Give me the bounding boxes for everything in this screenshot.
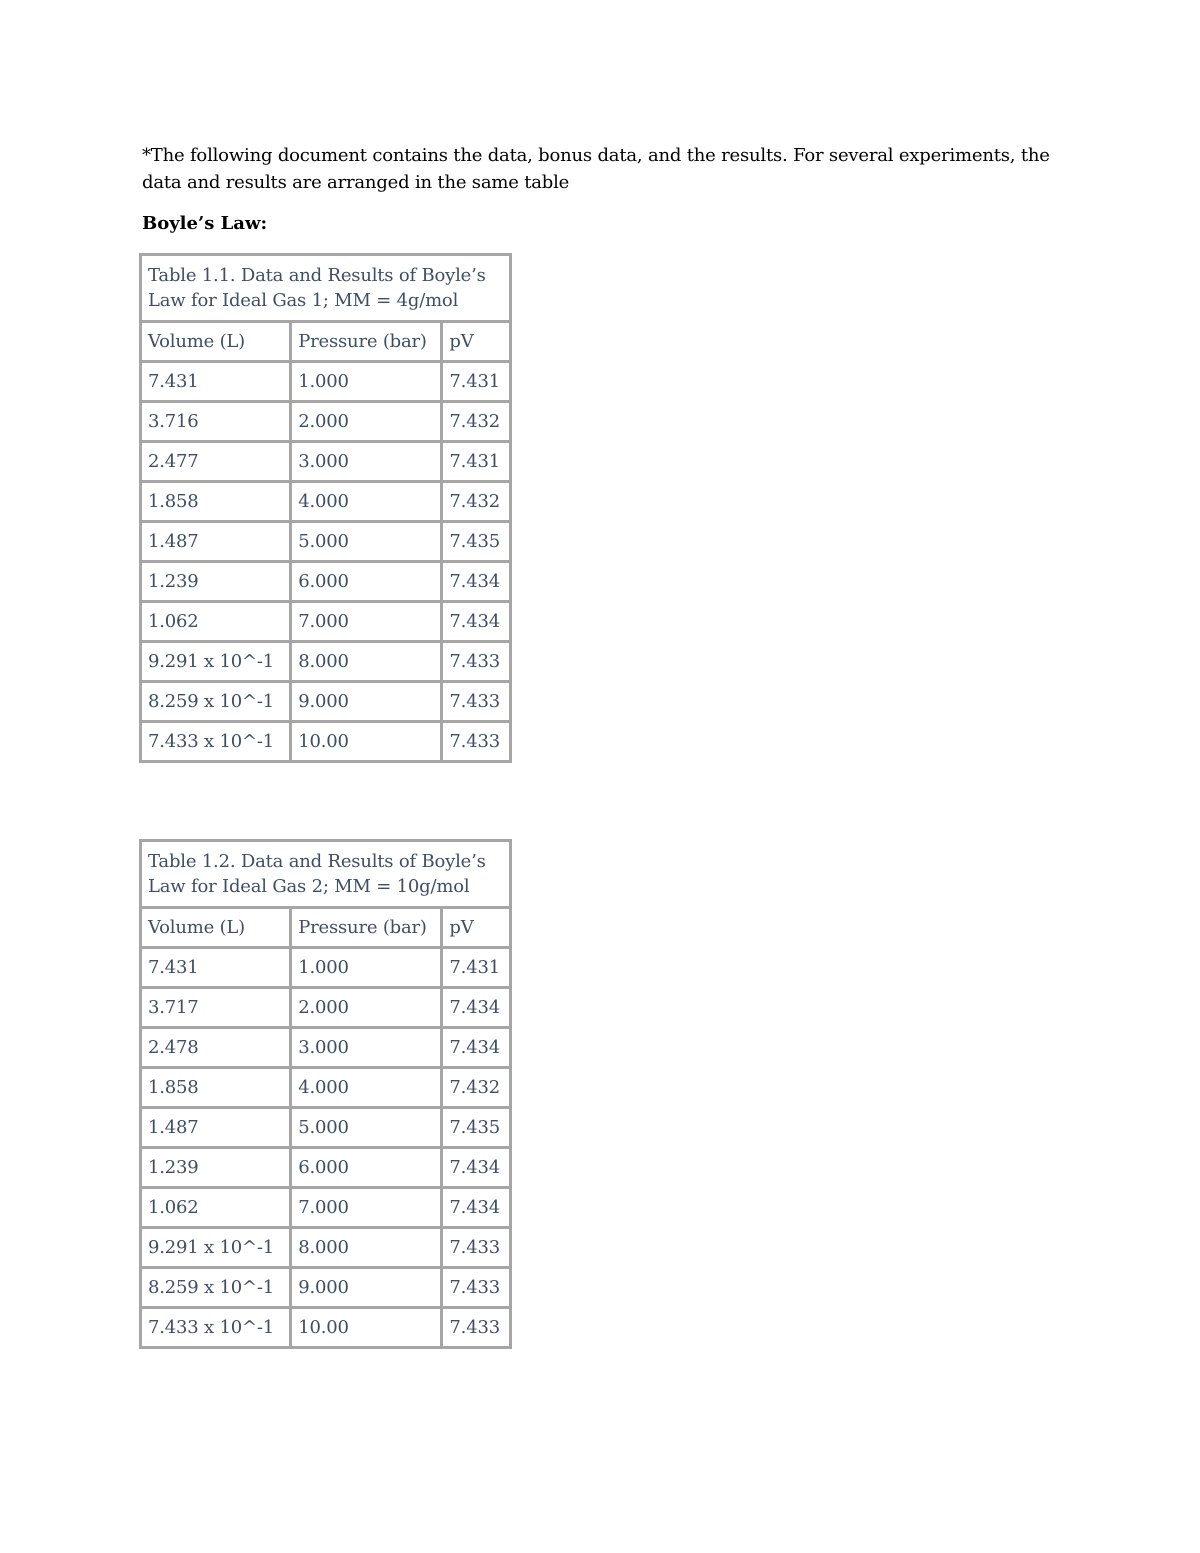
table-cell: 8.259 x 10^-1 [141, 1268, 291, 1308]
table-cell: 7.434 [442, 602, 511, 642]
table-cell: 7.434 [442, 988, 511, 1028]
table-header-row [141, 322, 511, 362]
column-header: pV [442, 908, 511, 948]
table-cell: 7.435 [442, 1108, 511, 1148]
table-cell: 1.062 [141, 602, 291, 642]
table-cell: 7.433 [442, 682, 511, 722]
table-row [141, 602, 511, 642]
table-cell: 7.431 [442, 362, 511, 402]
table-cell: 1.487 [141, 522, 291, 562]
table-cell: 6.000 [291, 1148, 442, 1188]
table-cell: 7.431 [141, 948, 291, 988]
table-row [141, 1148, 511, 1188]
table-cell: 8.000 [291, 1228, 442, 1268]
table-cell: 1.487 [141, 1108, 291, 1148]
table-cell: 7.433 x 10^-1 [141, 722, 291, 762]
table-cell: 3.716 [141, 402, 291, 442]
table-cell: 8.259 x 10^-1 [141, 682, 291, 722]
table-row [141, 722, 511, 762]
table-cell: 3.717 [141, 988, 291, 1028]
table-row [141, 1188, 511, 1228]
intro-paragraph: *The following document contains the data, bonus data, and the results. For several experiments, the data and results are arranged in the same table [142, 145, 1050, 193]
table-cell: 7.433 [442, 642, 511, 682]
table-row [141, 362, 511, 402]
table-cell: 7.433 [442, 1228, 511, 1268]
table-cell: 2.000 [291, 988, 442, 1028]
table-cell: 7.431 [141, 362, 291, 402]
table-cell: 7.000 [291, 602, 442, 642]
table-row [141, 1268, 511, 1308]
boyles-law-table-gas-2 [139, 839, 512, 1349]
table-cell: 10.00 [291, 722, 442, 762]
table-cell: 1.858 [141, 1068, 291, 1108]
table-cell: 1.239 [141, 1148, 291, 1188]
table-cell: 7.434 [442, 562, 511, 602]
table-cell: 7.432 [442, 482, 511, 522]
table-cell: 1.000 [291, 948, 442, 988]
table-caption-row [141, 841, 511, 908]
table-cell: 7.433 [442, 1268, 511, 1308]
table-cell: 2.478 [141, 1028, 291, 1068]
table-cell: 10.00 [291, 1308, 442, 1348]
table-cell: 4.000 [291, 482, 442, 522]
table-cell: 7.433 [442, 1308, 511, 1348]
table-caption: Table 1.2. Data and Results of Boyle’s Law for Ideal Gas 2; MM = 10g/mol [141, 841, 511, 908]
column-header: Pressure (bar) [291, 908, 442, 948]
table-cell: 7.434 [442, 1188, 511, 1228]
table-cell: 7.434 [442, 1028, 511, 1068]
column-header: Pressure (bar) [291, 322, 442, 362]
table-cell: 7.431 [442, 948, 511, 988]
table-row [141, 562, 511, 602]
table-cell: 7.435 [442, 522, 511, 562]
table-cell: 5.000 [291, 1108, 442, 1148]
table-row [141, 1308, 511, 1348]
table-cell: 9.000 [291, 682, 442, 722]
table-row [141, 948, 511, 988]
table-cell: 1.858 [141, 482, 291, 522]
table-header-row [141, 908, 511, 948]
boyles-law-table-gas-1 [139, 253, 512, 763]
table-cell: 6.000 [291, 562, 442, 602]
table-cell: 7.432 [442, 402, 511, 442]
table-row [141, 1108, 511, 1148]
table-cell: 7.431 [442, 442, 511, 482]
table-cell: 8.000 [291, 642, 442, 682]
table-row [141, 482, 511, 522]
table-cell: 7.000 [291, 1188, 442, 1228]
table-row [141, 1228, 511, 1268]
table-row [141, 522, 511, 562]
table-cell: 3.000 [291, 1028, 442, 1068]
table-row [141, 642, 511, 682]
section-heading: Boyle’s Law: [142, 213, 268, 234]
table-cell: 9.291 x 10^-1 [141, 642, 291, 682]
table-cell: 4.000 [291, 1068, 442, 1108]
table-caption-row [141, 255, 511, 322]
table-cell: 7.433 [442, 722, 511, 762]
table-row [141, 682, 511, 722]
table-row [141, 402, 511, 442]
table-row [141, 442, 511, 482]
column-header: Volume (L) [141, 908, 291, 948]
table-cell: 9.291 x 10^-1 [141, 1228, 291, 1268]
table-cell: 9.000 [291, 1268, 442, 1308]
table-cell: 1.062 [141, 1188, 291, 1228]
table-cell: 2.000 [291, 402, 442, 442]
column-header: pV [442, 322, 511, 362]
table-cell: 7.432 [442, 1068, 511, 1108]
table-cell: 7.434 [442, 1148, 511, 1188]
table-cell: 5.000 [291, 522, 442, 562]
table-row [141, 1068, 511, 1108]
table-cell: 3.000 [291, 442, 442, 482]
table-row [141, 988, 511, 1028]
table-cell: 7.433 x 10^-1 [141, 1308, 291, 1348]
table-cell: 1.000 [291, 362, 442, 402]
column-header: Volume (L) [141, 322, 291, 362]
table-cell: 2.477 [141, 442, 291, 482]
table-cell: 1.239 [141, 562, 291, 602]
table-caption: Table 1.1. Data and Results of Boyle’s Law for Ideal Gas 1; MM = 4g/mol [141, 255, 511, 322]
table-row [141, 1028, 511, 1068]
